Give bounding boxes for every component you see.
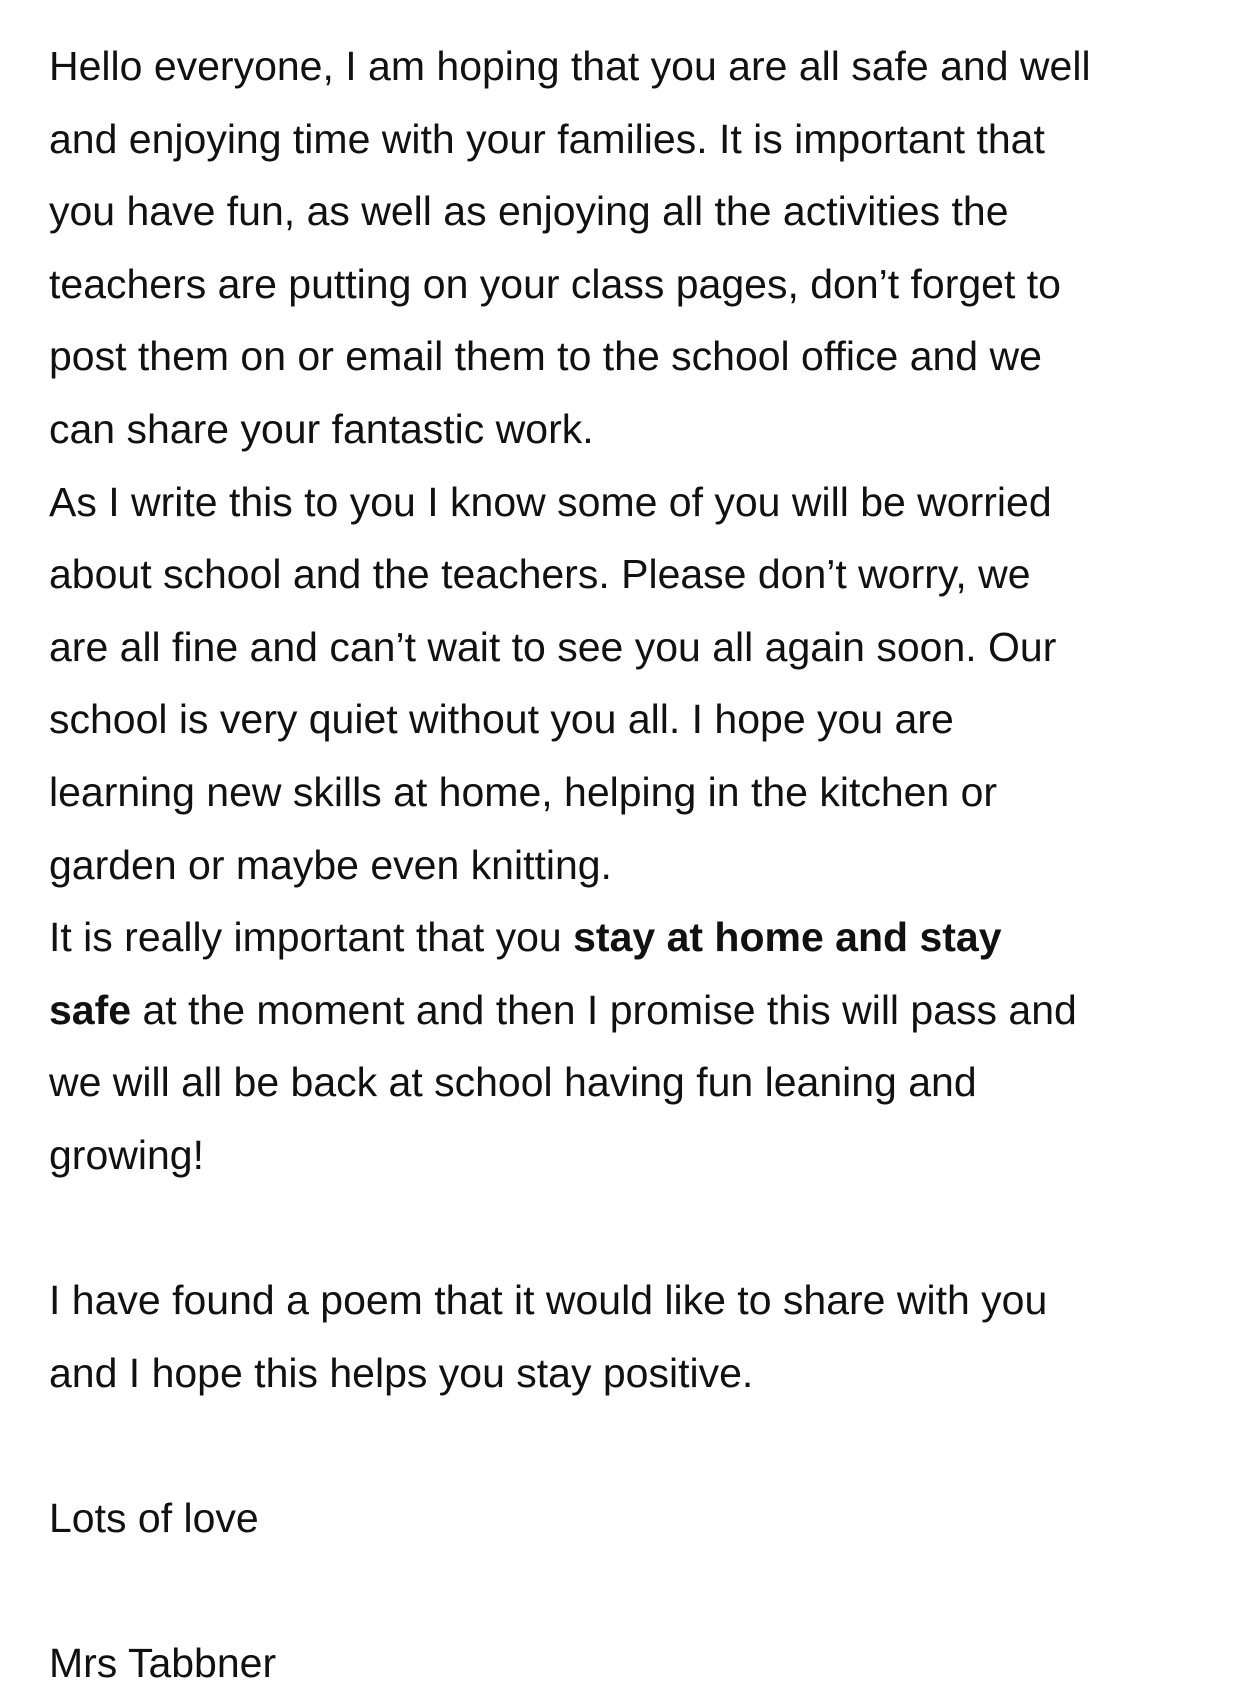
stay-safe-text-after: at the moment and then I promise this will pass and we will all be back at school having fun leaning and growing! — [49, 986, 1077, 1178]
spacer — [49, 1192, 1229, 1265]
paragraph-stay-safe — [49, 901, 1229, 1191]
stay-safe-text-before: It is really important that you — [49, 914, 574, 961]
spacer — [49, 1554, 1229, 1627]
paragraph-poem-intro: I have found a poem that it would like to share with you and I hope this helps you stay positive. — [49, 1277, 1048, 1396]
signature: Mrs Tabbner — [49, 1640, 277, 1687]
letter-body — [49, 30, 1229, 1700]
closing-line: Lots of love — [49, 1494, 259, 1541]
spacer — [49, 1409, 1229, 1482]
paragraph-greeting: Hello everyone, I am hoping that you are all safe and well and enjoying time with your families. It is important that you have fun, as well as enjoying all the activities the teachers are putting on your class pages, don’t forget to post them on or email them to the school office and we can share your fantastic work. — [49, 43, 1091, 452]
paragraph-reassurance: As I write this to you I know some of you will be worried about school and the teachers. Please don’t worry, we are all fine and can’t wait to see you all again soon. Our school is very quiet without you all. I hope you are learning new skills at home, helping in the kitchen or garden or maybe even knitting. — [49, 478, 1057, 888]
stay-safe-emphasis: stay at home and stay safe — [49, 914, 1002, 1033]
